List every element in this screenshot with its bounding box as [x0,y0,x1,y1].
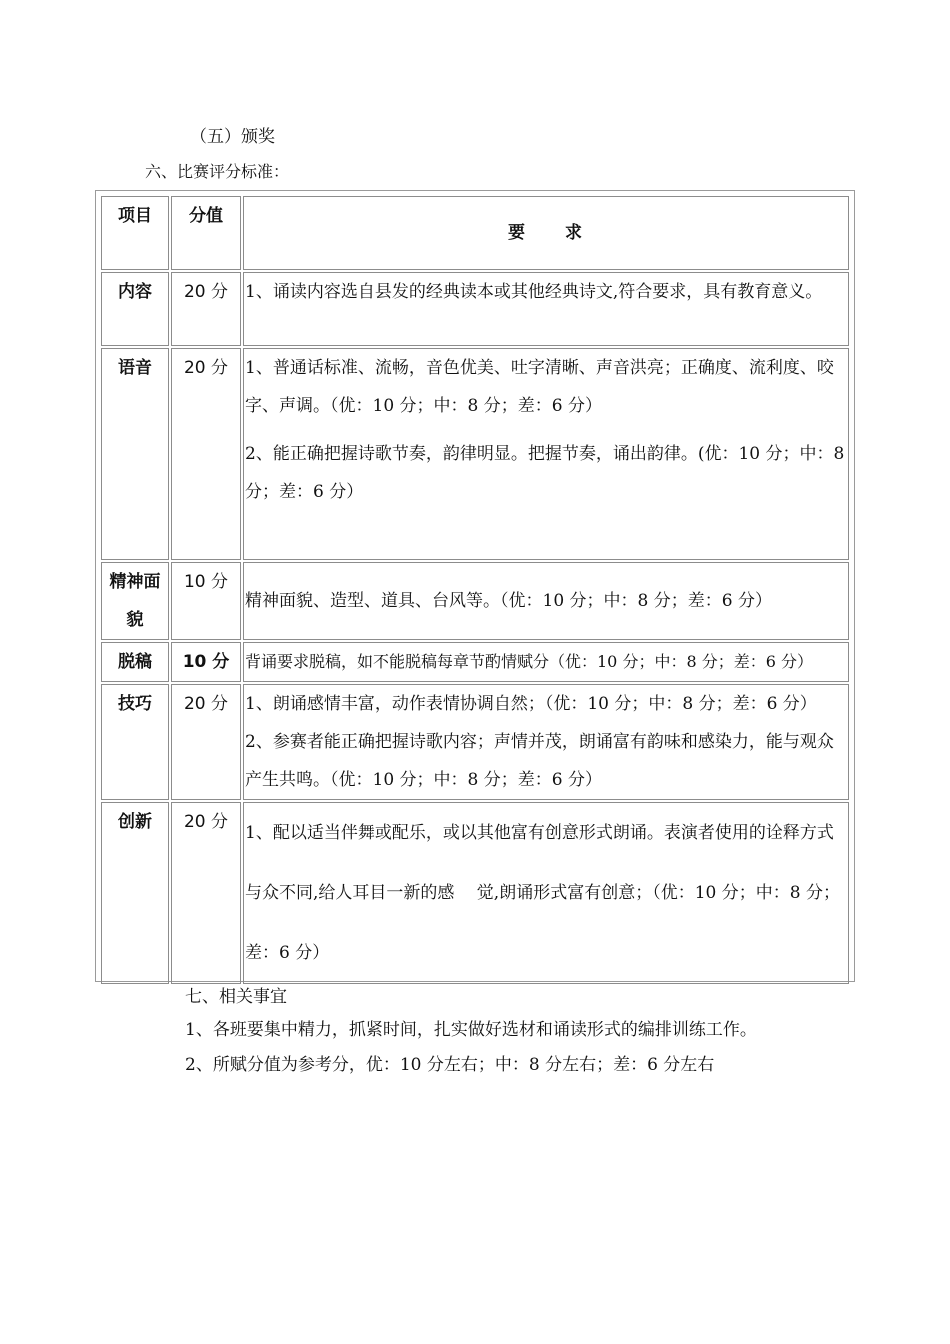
scoring-table [95,190,855,982]
row-score: 10 分 [171,562,241,640]
row-requirement: 1、朗诵感情丰富，动作表情协调自然；（优：10 分；中：8 分；差：6 分） 2、参赛者能正确把握诗歌内容；声情并茂，朗诵富有韵味和感染力，能与观众产生共鸣。（优：10 分；中：8 分；差：6 分） [243,684,849,800]
row-score: 20 分 [171,802,241,984]
section-6-heading: 六、比赛评分标准： [145,162,290,181]
list-item: 1、各班要集中精力，抓紧时间，扎实做好选材和诵读形式的编排训练工作。 [185,1020,757,1040]
row-item: 精神面貌 [101,562,169,640]
table-row [101,562,849,640]
row-score: 20 分 [171,348,241,560]
row-requirement: 1、配以适当伴舞或配乐，或以其他富有创意形式朗诵。表演者使用的诠释方式与众不同,给人耳目一新的感 觉,朗诵形式富有创意；（优：10 分；中：8 分；差：6 分） [243,802,849,984]
table-row [101,642,849,682]
row-requirement: 背诵要求脱稿，如不能脱稿每章节酌情赋分（优：10 分；中：8 分；差：6 分） [243,642,849,682]
header-item: 项目 [101,196,169,270]
section-5-heading: （五）颁奖 [190,127,275,147]
row-item: 内容 [101,272,169,346]
row-item: 创新 [101,802,169,984]
table-row [101,684,849,800]
table-row [101,348,849,560]
table-row [101,802,849,984]
section-7-heading: 七、相关事宜 [185,987,287,1007]
table-header-row [101,196,849,270]
header-requirement: 要 求 [243,196,849,270]
row-item: 脱稿 [101,642,169,682]
row-score: 20 分 [171,272,241,346]
row-item: 技巧 [101,684,169,800]
row-requirement: 1、普通话标准、流畅，音色优美、吐字清晰、声音洪亮；正确度、流利度、咬字、声调。（优：10 分；中：8 分；差：6 分） 2、能正确把握诗歌节奏，韵律明显。把握节奏，诵出韵律。(优：10 分；中：8 分；差：6 分） [243,348,849,560]
header-score: 分值 [171,196,241,270]
row-requirement: 精神面貌、造型、道具、台风等。（优：10 分；中：8 分；差：6 分） [243,562,849,640]
row-score: 20 分 [171,684,241,800]
list-item: 2、所赋分值为参考分，优：10 分左右；中：8 分左右；差：6 分左右 [185,1055,715,1075]
row-score: 10 分 [171,642,241,682]
row-requirement: 1、诵读内容选自县发的经典读本或其他经典诗文,符合要求，具有教育意义。 [243,272,849,346]
row-item: 语音 [101,348,169,560]
table-row [101,272,849,346]
